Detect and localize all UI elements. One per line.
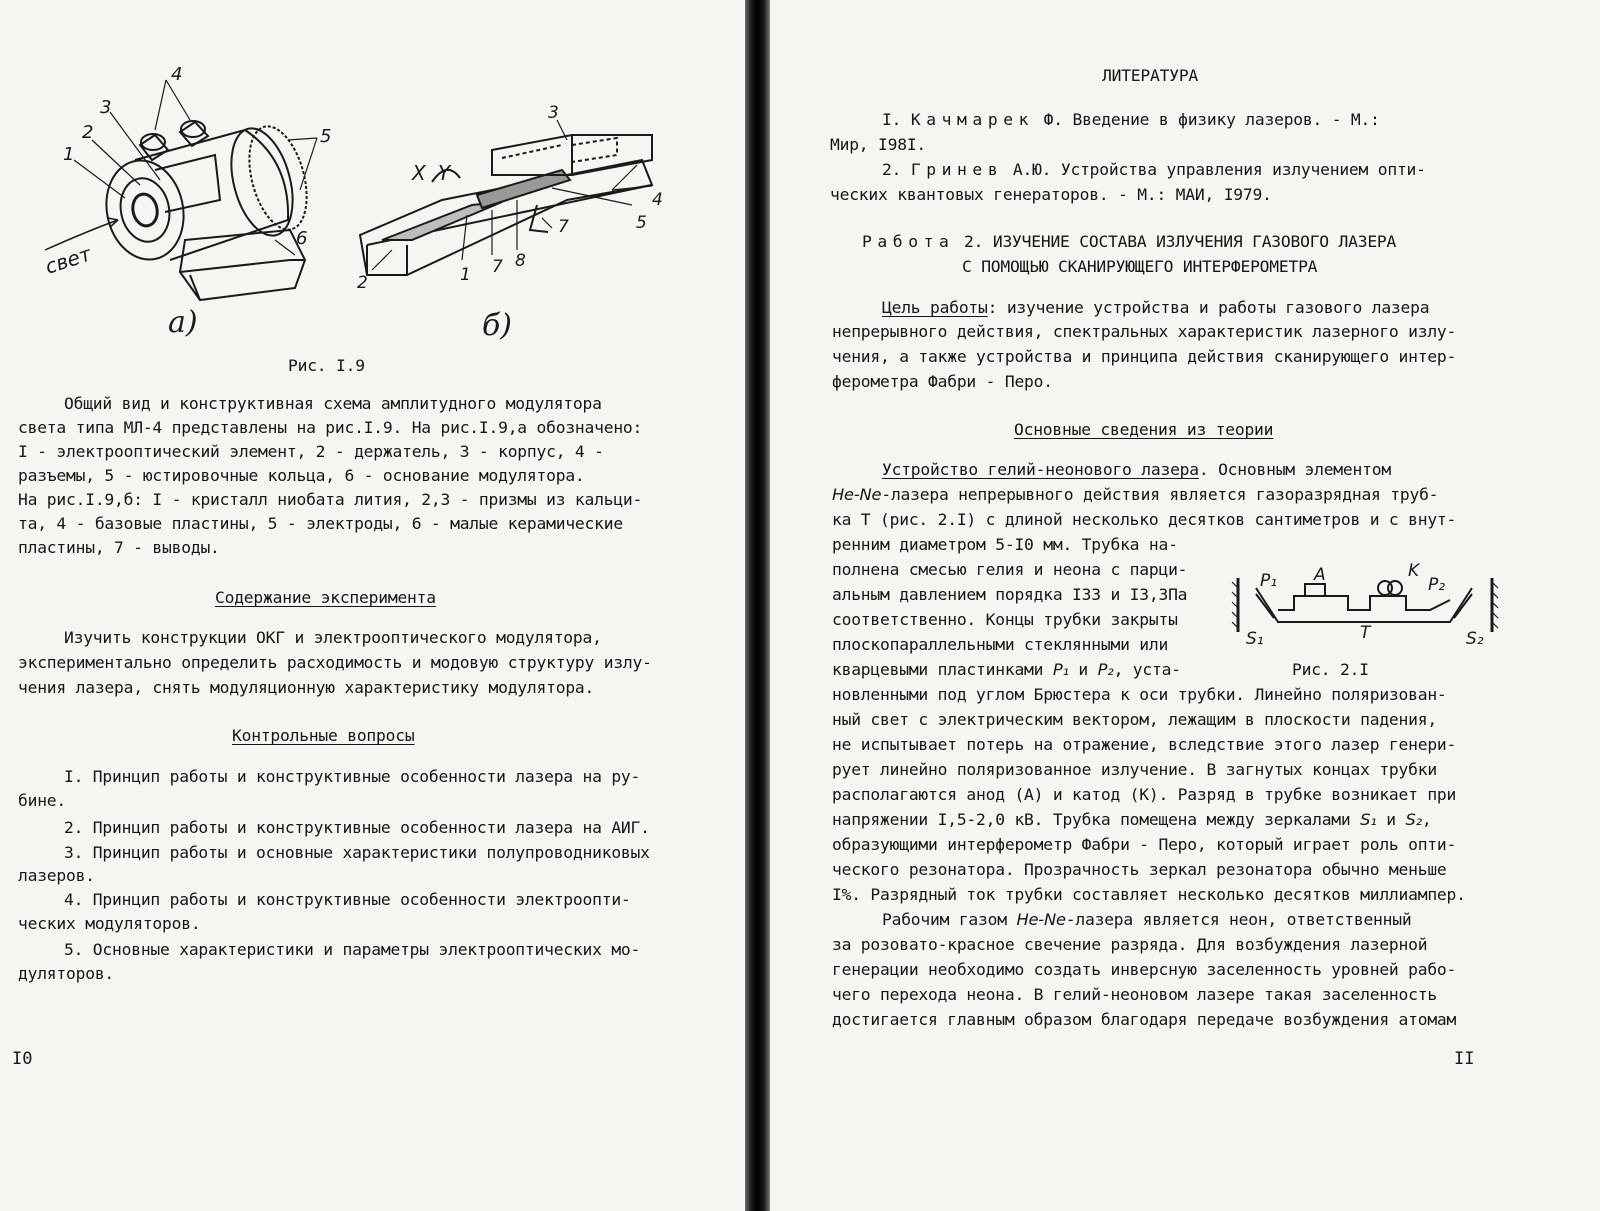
body-line: I%. Разрядный ток трубки составляет несколько десятков миллиампер. xyxy=(832,885,1466,904)
paragraph-line: пластины, 7 - выводы. xyxy=(18,538,220,557)
work-title-line-2: С ПОМОЩЬЮ СКАНИРУЮЩЕГО ИНТЕРФЕРОМЕТРА xyxy=(962,257,1318,276)
body-text: Рабочим газом xyxy=(882,910,1007,929)
body-text: и xyxy=(1078,660,1089,679)
axis-y-label: Y xyxy=(438,161,451,185)
left-page xyxy=(0,0,745,1211)
body-line xyxy=(832,483,1438,507)
fig2-label-p2: P₂ xyxy=(1428,575,1446,595)
callout-b-7a: 7 xyxy=(558,217,569,237)
body-line: альным давлением порядка I33 и I3,3Па xyxy=(832,585,1188,604)
work-title-1: 2. ИЗУЧЕНИЕ СОСТАВА ИЗЛУЧЕНИЯ ГАЗОВОГО ЛАЗЕРА xyxy=(964,232,1397,251)
callout-a-6: 6 xyxy=(296,228,308,249)
callout-b-1: 1 xyxy=(460,265,471,285)
body-line: соответственно. Концы трубки закрыты xyxy=(832,610,1178,629)
s1-symbol: S₁ xyxy=(1360,810,1377,829)
callout-a-3: 3 xyxy=(100,97,112,118)
reference-2-rest: А.Ю. Устройства управления излучением опти- xyxy=(1012,160,1426,179)
reference-2-num: 2. xyxy=(882,160,902,179)
paragraph-line: света типа МЛ-4 представлены на рис.I.9. На рис.I.9,а обозначено: xyxy=(18,418,643,437)
goal-label: Цель работы xyxy=(882,298,988,317)
axis-x-label: X xyxy=(412,161,426,185)
callout-b-7b: 7 xyxy=(492,257,503,277)
body-line: плоскопараллельными стеклянными или xyxy=(832,635,1169,654)
reference-1-author: Качмарек xyxy=(910,110,1035,129)
reference-2-author: Гринев xyxy=(910,160,1004,179)
paragraph-line: Общий вид и конструктивная схема амплитудного модулятора xyxy=(64,394,602,413)
callout-b-4: 4 xyxy=(652,190,663,210)
question-line: ческих модуляторов. xyxy=(18,914,201,933)
body-line: ренним диаметром 5-I0 мм. Трубка на- xyxy=(832,535,1178,554)
work-word: Работа xyxy=(862,232,955,251)
fig2-label-p1: P₁ xyxy=(1260,571,1278,591)
figure-1-9b-schematic xyxy=(352,90,682,340)
device-label: Устройство гелий-неонового лазера xyxy=(882,460,1199,479)
figure-label-a: а) xyxy=(168,305,198,340)
body-line: полнена смесью гелия и неона с парци- xyxy=(832,560,1188,579)
goal-line-1 xyxy=(882,296,1429,320)
question-line: 2. Принцип работы и конструктивные особенности лазера на АИГ. xyxy=(64,818,650,837)
body-line xyxy=(832,658,1181,682)
question-line: бине. xyxy=(18,791,67,810)
hene-symbol: He-Ne xyxy=(832,485,882,504)
page-number-right: II xyxy=(1454,1049,1475,1069)
callout-a-4: 4 xyxy=(171,64,183,85)
question-line: 4. Принцип работы и конструктивные особенности электроопти- xyxy=(64,890,631,909)
callout-b-3: 3 xyxy=(548,103,559,123)
callout-a-2: 2 xyxy=(82,122,94,143)
figure-1-9a-modulator-view xyxy=(40,60,360,340)
body-line: ка T (рис. 2.I) с длиной несколько десятков сантиметров и с внут- xyxy=(832,510,1457,529)
question-line: 3. Принцип работы и основные характеристики полупроводниковых xyxy=(64,843,650,862)
body-text: -лазера является неон, ответственный xyxy=(1065,910,1412,929)
fig2-label-k: K xyxy=(1408,561,1420,581)
p2-symbol: P₂ xyxy=(1097,660,1114,679)
question-line: дуляторов. xyxy=(18,964,115,983)
callout-b-2: 2 xyxy=(357,273,368,293)
body-line: новленными под углом Брюстера к оси трубки. Линейно поляризован- xyxy=(832,685,1447,704)
fig2-label-t: T xyxy=(1360,623,1371,643)
light-label: свет xyxy=(42,241,95,279)
fig2-label-s2: S₂ xyxy=(1466,629,1484,649)
reference-1-num: I. xyxy=(882,110,902,129)
section-title-experiment: Содержание эксперимента xyxy=(215,588,436,607)
body-line: достигается главным образом благодаря передаче возбуждения атомам xyxy=(832,1010,1457,1029)
body-line: генерации необходимо создать инверсную заселенность уровней рабо- xyxy=(832,960,1457,979)
body-line: ческого резонатора. Прозрачность зеркал резонатора обычно меньше xyxy=(832,860,1447,879)
paragraph-line: I - электрооптический элемент, 2 - держатель, 3 - корпус, 4 - xyxy=(18,442,604,461)
reference-1 xyxy=(882,108,1380,132)
reference-1-cont: Мир, I98I. xyxy=(830,135,927,154)
reference-2 xyxy=(882,158,1426,182)
figure-2-1-laser-tube xyxy=(1230,560,1505,650)
goal-line: непрерывного действия, спектральных характеристик лазерного излу- xyxy=(832,322,1457,341)
section-title-questions: Контрольные вопросы xyxy=(232,726,415,745)
reference-1-rest: Ф. Введение в физику лазеров. - М.: xyxy=(1043,110,1380,129)
reference-2-cont: ческих квантовых генераторов. - М.: МАИ, I979. xyxy=(830,185,1272,204)
body-line: ный свет с электрическим вектором, лежащим в плоскости падения, xyxy=(832,710,1437,729)
callout-b-5: 5 xyxy=(636,213,647,233)
experiment-line: экспериментально определить расходимость и модовую структуру излу- xyxy=(18,653,652,672)
body-line xyxy=(882,908,1411,932)
body-text: напряжении I,5-2,0 кВ. Трубка помещена между зеркалами xyxy=(832,810,1351,829)
device-rest: . Основным элементом xyxy=(1198,460,1391,479)
body-text: кварцевыми пластинками xyxy=(832,660,1044,679)
callout-a-1: 1 xyxy=(63,144,75,165)
callout-b-8: 8 xyxy=(515,251,526,271)
goal-first-rest: : изучение устройства и работы газового лазера xyxy=(987,298,1430,317)
body-text: -лазера непрерывного действия является газоразрядная труб- xyxy=(881,485,1439,504)
body-line: не испытывает потерь на отражение, вследствие этого лазер генери- xyxy=(832,735,1457,754)
body-line: образующими интерферометр Фабри - Перо, который играет роль опти- xyxy=(832,835,1457,854)
paragraph-line: На рис.I.9,б: I - кристалл ниобата лития, 2,3 - призмы из кальци- xyxy=(18,490,643,509)
body-line: за розовато-красное свечение разряда. Для возбуждения лазерной xyxy=(832,935,1428,954)
theory-title: Основные сведения из теории xyxy=(1014,420,1274,439)
figure-caption-2-1: Рис. 2.I xyxy=(1292,660,1369,679)
question-line: лазеров. xyxy=(18,866,95,885)
goal-line: чения, а также устройства и принципа действия сканирующего интер- xyxy=(832,347,1457,366)
question-line: I. Принцип работы и конструктивные особенности лазера на ру- xyxy=(64,767,641,786)
work-title-line-1 xyxy=(862,230,1396,254)
question-line: 5. Основные характеристики и параметры электрооптических мо- xyxy=(64,940,641,959)
body-line: напряжении I,5-2,0 кВ. Трубка помещена между зеркалами S₁ и S₂, xyxy=(832,810,1432,829)
experiment-line: чения лазера, снять модуляционную характеристику модулятора. xyxy=(18,678,595,697)
device-line-1 xyxy=(882,458,1391,482)
figure-caption-1-9: Рис. I.9 xyxy=(288,356,365,375)
body-text: , уста- xyxy=(1113,660,1181,679)
goal-line: ферометра Фабри - Перо. xyxy=(832,372,1053,391)
body-text: и xyxy=(1386,810,1396,829)
page-number-left: I0 xyxy=(12,1049,33,1069)
body-line: чего перехода неона. В гелий-неоновом лазере такая заселенность xyxy=(832,985,1437,1004)
body-line: рует линейно поляризованное излучение. В загнутых концах трубки xyxy=(832,760,1437,779)
fig2-label-a: A xyxy=(1314,565,1326,585)
paragraph-line: та, 4 - базовые пластины, 5 - электроды, 6 - малые керамические xyxy=(18,514,623,533)
fig2-label-s1: S₁ xyxy=(1246,629,1264,649)
p1-symbol: P₁ xyxy=(1052,660,1069,679)
literature-title: ЛИТЕРАТУРА xyxy=(1102,66,1199,85)
callout-a-5: 5 xyxy=(320,126,332,147)
book-gutter xyxy=(745,0,770,1211)
paragraph-line: разъемы, 5 - юстировочные кольца, 6 - основание модулятора. xyxy=(18,466,585,485)
figure-label-b: б) xyxy=(482,308,513,340)
hene-symbol-2: He-Ne xyxy=(1016,910,1066,929)
right-page xyxy=(770,0,1600,1211)
body-line: располагаются анод (A) и катод (K). Разряд в трубке возникает при xyxy=(832,785,1457,804)
experiment-line: Изучить конструкции ОКГ и электрооптического модулятора, xyxy=(64,628,602,647)
s2-symbol: S₂ xyxy=(1405,810,1422,829)
